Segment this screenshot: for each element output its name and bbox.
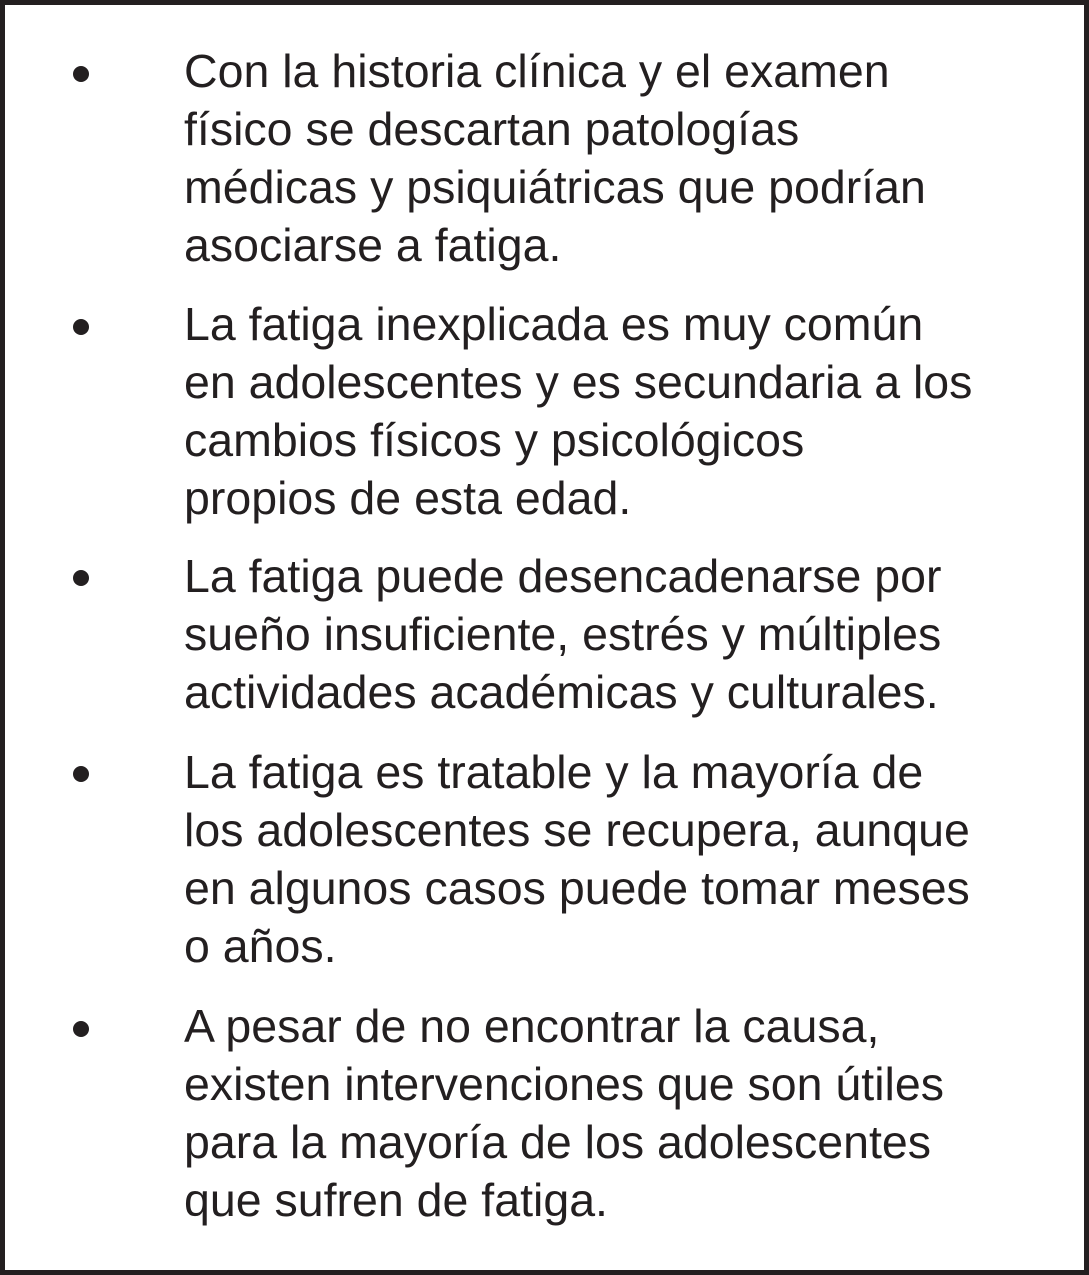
bullet-icon (73, 66, 89, 82)
bullet-text: La fatiga es tratable y la mayoría de los adolescentes se recupera, aunque en algunos casos puede tomar meses o años. (184, 746, 970, 972)
bullet-icon (73, 766, 89, 782)
bullet-text: A pesar de no encontrar la causa, existen intervenciones que son útiles para la mayoría de los adolescentes que sufren de fatiga. (184, 1000, 944, 1226)
bullet-icon (73, 319, 89, 335)
bullet-icon (73, 570, 89, 586)
bullet-text: La fatiga puede desencadenarse por sueño insuficiente, estrés y múltiples actividades académicas y culturales. (184, 550, 942, 718)
bullet-text: La fatiga inexplicada es muy común en adolescentes y es secundaria a los cambios físicos y psicológicos propios de esta edad. (184, 298, 973, 524)
bullet-icon (73, 1021, 89, 1037)
bullet-text: Con la historia clínica y el examen físico se descartan patologías médicas y psiquiátricas que podrían asociarse a fatiga. (184, 45, 926, 271)
